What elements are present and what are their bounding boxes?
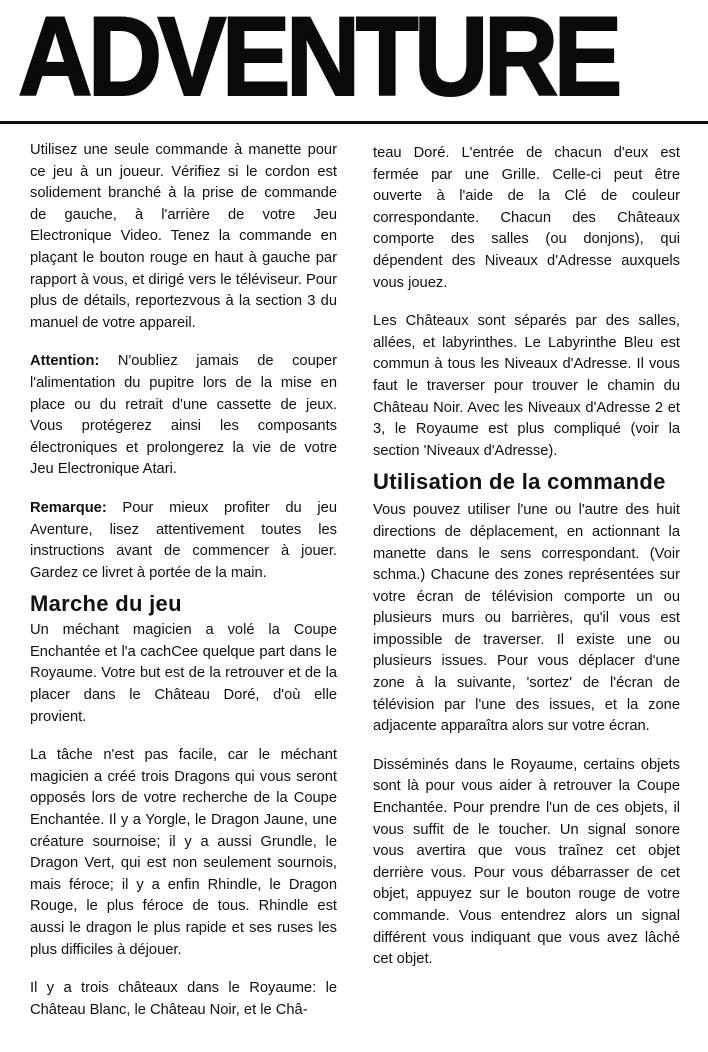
- remarque-label: Remarque:: [30, 499, 107, 516]
- page-title: ADVENTURE: [18, 0, 618, 119]
- commande-paragraph-2: Disséminés dans le Royaume, certains objets sont là pour vous aider à retrouver la Coupe Enchantée. Pour prendre l'un de ces objets, il vous suffit de le toucher. Un signal sonore vous avertira que vous traînez cet objet derrière vous. Pour vous débarrasser de cet objet, appuyez sur le bouton rouge de votre commande. Vous entendrez alors un signal différent vous indiquant que vous avez lâché cet objet.: [373, 756, 680, 968]
- chateau-paragraph-2: Les Châteaux sont séparés par des salles, allées, et labyrinthes. Le Labyrinthe Bleu est commun à tous les Niveaux d'Adresse. Il vous faut le traverser pour trouver le chamin du Château Noir. Avec les Niveaux d'Adresse 2 et 3, le Royaume est plus compliqué (voir la section 'Niveaux d'Adresse).: [373, 313, 680, 459]
- marche-paragraph-1: Un méchant magicien a volé la Coupe Enchantée et l'a cachCee quelque part dans le Royaume. Votre but est de la retrouver et de la placer dans le Château Doré, d'où elle provient.: [30, 622, 337, 725]
- marche-paragraph-2: La tâche n'est pas facile, car le méchant magicien a créé trois Dragons qui vous seront opposés lors de votre recherche de la Coupe Enchantée. Il y a Yorgle, le Dragon Jaune, une créature sournoise; il y a aussi Grundle, le Dragon Vert, qui est non seulement sournois, mais féroce; il y a enfin Rhindle, le Dragon Rouge, le plus féroce de tous. Rhindle est aussi le dragon le plus rapide et ses ruses les plus difficiles à déjouer.: [30, 747, 337, 958]
- commande-paragraph-1: Vous pouvez utiliser l'une ou l'autre des huit directions de déplacement, en actionnant la manette dans le sens correspondant. (Voir schma.) Chacune des zones représentées sur votre écran de télévision comporte un ou plusieurs murs ou barrières, qu'il vous est impossible de traverser. Il existe une ou plusieurs issues. Pour vous déplacer d'une zone à la suivante, 'sortez' de l'écran de télévision par l'une des issues, et la zone adjacente apparaîtra alors sur votre écran.: [373, 502, 680, 735]
- intro-paragraph: Utilisez une seule commande à manette pour ce jeu à un joueur. Vérifiez si le cordon est solidement branché à la prise de commande de gauche, à l'arrière de votre Jeu Electronique Video. Tenez la commande en plaçant le bouton rouge en haut à gauche par rapport à vous, et dirigé vers le téléviseur. Pour plus de détails, reportezvous à la section 3 du manuel de votre appareil.: [30, 142, 337, 331]
- section-heading-commande: Utilisation de la commande: [373, 469, 666, 495]
- attention-label: Attention:: [30, 353, 100, 370]
- remarque-paragraph: [30, 498, 337, 584]
- chateau-paragraph-1: teau Doré. L'entrée de chacun d'eux est fermée par une Grille. Celle-ci peut être ouverte à l'aide de la Clé de couleur correspondante. Chacun des Châteaux comporte des salles (ou donjons), qui dépendent des Niveaux d'Adresse auxquels vous jouez.: [373, 145, 680, 291]
- remarque-text: Pour mieux profiter du jeu Aventure, lisez attentivement toutes les instructions avant de commencer à jouer. Gardez ce livret à portée de la main.: [30, 499, 337, 581]
- section-heading-marche: Marche du jeu: [30, 591, 182, 617]
- right-column: [373, 143, 680, 988]
- left-column: [30, 140, 337, 1038]
- attention-paragraph: [30, 351, 337, 481]
- attention-text: N'oubliez jamais de couper l'alimentation du pupitre lors de la mise en place ou du retrait d'une cassette de jeux. Vous protégerez ainsi les composants électroniques et prolongerez la vie de votre Jeu Electronique Atari.: [30, 353, 337, 478]
- title-rule: [0, 121, 708, 124]
- marche-paragraph-3: Il y a trois châteaux dans le Royaume: le Château Blanc, le Château Noir, et le Châ-: [30, 980, 337, 1018]
